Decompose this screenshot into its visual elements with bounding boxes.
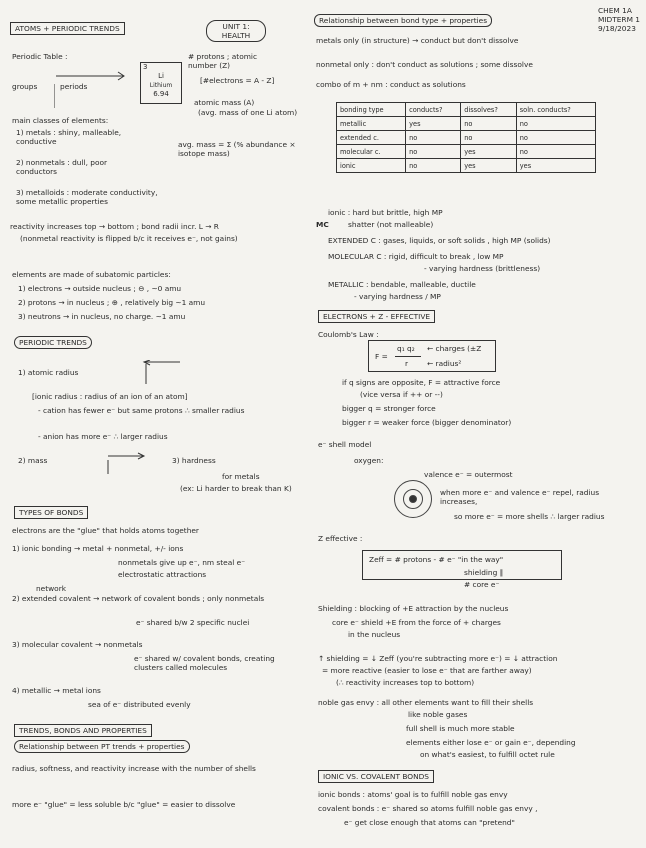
lose-gain-note: elements either lose e⁻ or gain e⁻, depending [406, 738, 576, 747]
glue-note: electrons are the "glue" that holds atoms together [12, 526, 199, 535]
table-header: soln. conducts? [516, 103, 595, 117]
table-row [337, 145, 596, 159]
coulomb-numerator: q₁ q₂ [397, 344, 415, 353]
coulomb-formula-box [368, 340, 496, 372]
shielding-def: Shielding : blocking of +E attraction by the nucleus [318, 604, 509, 613]
table-header: dissolves? [461, 103, 517, 117]
course-name: CHEM 1A [598, 6, 632, 15]
periods-label: periods [60, 82, 88, 91]
reactivity-note: reactivity increases top → bottom ; bond radii incr. L → R [10, 222, 219, 231]
anion-note: - anion has more e⁻ ∴ larger radius [38, 432, 168, 441]
mc-label: MC [316, 220, 329, 229]
radius-trend-arrows [140, 360, 190, 386]
atomic-radius-item: 1) atomic radius [18, 368, 79, 377]
table-header: conducts? [406, 103, 461, 117]
full-shell-note: full shell is much more stable [406, 724, 515, 733]
table-cell: no [516, 117, 595, 131]
table-cell: molecular c. [337, 145, 406, 159]
more-shells-note: so more e⁻ = more shells ∴ larger radius [454, 512, 605, 521]
octet-note: on what's easiest, to fulfill octet rule [420, 750, 555, 759]
shielding-detail: core e⁻ shield +E from the force of + charges [332, 618, 501, 627]
extended-covalent-detail: e⁻ shared b/w 2 specific nuclei [136, 618, 250, 627]
protons-item: 2) protons → in nucleus ; ⊕ , relatively big ~1 amu [18, 298, 206, 307]
metallic-properties-detail: - varying hardness / MP [354, 292, 441, 301]
table-cell: no [461, 117, 517, 131]
core-e-label: # core e⁻ [464, 580, 500, 589]
table-header-row [337, 103, 596, 117]
periodic-table-label: Periodic Table : [12, 52, 68, 61]
element-box [140, 62, 182, 104]
table-row [337, 117, 596, 131]
main-classes: main classes of elements: [12, 116, 109, 125]
table-cell: no [406, 131, 461, 145]
mass-trend-arrows [104, 452, 154, 476]
table-row [337, 159, 596, 173]
ionic-bonding-attraction: electrostatic attractions [118, 570, 207, 579]
combo-note: combo of m + nm : conduct as solutions [316, 80, 466, 89]
z-eff-equation: Zeff = # protons - # e⁻ "in the way" [369, 555, 504, 564]
section-title-types-of-bonds: TYPES OF BONDS [14, 506, 88, 519]
table-row [337, 131, 596, 145]
mass-item: 2) mass [18, 456, 48, 465]
electrons-item: 1) electrons → outside nucleus ; ⊖ , ~0 amu [18, 284, 182, 293]
more-reactive-note: = more reactive (easier to lose e⁻ that are farther away) [322, 666, 532, 675]
coulomb-charges-label: ← charges (±Z [427, 344, 482, 353]
vice-versa-note: (vice versa if ++ or --) [360, 390, 443, 399]
avg-mass-note: (avg. mass of one Li atom) [198, 108, 298, 117]
nonmetals-class: 2) nonmetals : dull, poor conductors [16, 158, 108, 176]
ionic-bonding-detail: nonmetals give up e⁻, nm steal e⁻ [118, 558, 246, 567]
section-title-atoms: ATOMS + PERIODIC TRENDS [10, 22, 125, 35]
more-e-glue-note: more e⁻ "glue" = less soluble b/c "glue" = easier to dissolve [12, 800, 236, 809]
table-cell: extended c. [337, 131, 406, 145]
molecular-properties: MOLECULAR C : rigid, difficult to break , low MP [328, 252, 504, 261]
extended-covalent: 2) extended covalent → network of covalent bonds ; only nonmetals [12, 594, 265, 603]
table-cell: yes [461, 159, 517, 173]
z-effective-label: Z effective : [318, 534, 363, 543]
element-mass: 6.94 [153, 90, 169, 98]
table-cell: no [516, 131, 595, 145]
coulomb-radius-label: ← radius² [427, 359, 462, 368]
section-title-electrons: ELECTRONS + Z - EFFECTIVE [318, 310, 435, 323]
radius-softness-note: radius, softness, and reactivity increase with the number of shells [12, 764, 256, 773]
protons-note: # protons ; atomic number (Z) [188, 52, 258, 70]
if-signs-note: if q signs are opposite, F = attractive force [342, 378, 501, 387]
table-cell: no [406, 145, 461, 159]
section-title-bond-properties: Relationship between bond type + properties [314, 14, 492, 27]
nucleus [409, 495, 417, 503]
left-column [10, 0, 306, 848]
network-label: network [36, 584, 67, 593]
covalent-bonds-detail: e⁻ get close enough that atoms can "pretend" [344, 818, 515, 827]
z-eff-box [362, 550, 562, 580]
metallic-properties: METALLIC : bendable, malleable, ductile [328, 280, 476, 289]
table-cell: yes [406, 117, 461, 131]
valence-note: valence e⁻ = outermost [424, 470, 513, 479]
element-z: 3 [143, 63, 148, 71]
groups-periods-arrows [54, 70, 134, 110]
cation-note: - cation has fewer e⁻ but same protons ∴ smaller radius [38, 406, 245, 415]
subatomic-heading: elements are made of subatomic particles: [12, 270, 171, 279]
coulomb-law: Coulomb's Law : [318, 330, 379, 339]
table-cell: no [516, 145, 595, 159]
table-cell: yes [516, 159, 595, 173]
reactivity-trend-note: (∴ reactivity increases top to bottom) [336, 678, 475, 687]
bond-properties-table [336, 102, 596, 173]
molecular-covalent: 3) molecular covalent → nonmetals [12, 640, 143, 649]
atomic-mass-label: atomic mass (A) [194, 98, 255, 107]
section-title-trends-bonds: TRENDS, BONDS AND PROPERTIES [14, 724, 152, 737]
ionic-bonds-note: ionic bonds : atoms' goal is to fulfill noble gas envy [318, 790, 508, 799]
exam-name: MIDTERM 1 [598, 15, 640, 24]
avg-mass-equation: avg. mass = Σ (% abundance × isotope mass) [178, 140, 296, 158]
metallic-detail: sea of e⁻ distributed evenly [88, 700, 191, 709]
electrons-equation: [#electrons = A - Z] [200, 76, 275, 85]
element-name: Lithium [149, 82, 173, 89]
coulomb-f: F = [375, 352, 388, 361]
metals-class: 1) metals : shiny, malleable, conductive [16, 128, 122, 146]
metallic-bonding: 4) metallic → metal ions [12, 686, 101, 695]
bigger-q-note: bigger q = stronger force [342, 404, 436, 413]
ionic-bonding: 1) ionic bonding → metal + nonmetal, +/- ions [12, 544, 184, 553]
hardness-note: (ex: Li harder to break than K) [180, 484, 292, 493]
ionic-radius-def: [ionic radius : radius of an ion of an atom] [32, 392, 188, 401]
table-cell: no [461, 131, 517, 145]
table-cell: metallic [337, 117, 406, 131]
coulomb-denominator: r [405, 359, 409, 368]
section-title-ionic-vs-covalent: IONIC VS. COVALENT BONDS [318, 770, 434, 783]
molecular-covalent-detail: e⁻ shared w/ covalent bonds, creating clusters called molecules [134, 654, 275, 672]
metalloids-class: 3) metalloids : moderate conductivity, some metallic properties [16, 188, 158, 206]
metals-only-note: metals only (in structure) → conduct but don't dissolve [316, 36, 519, 45]
increase-shielding: ↑ shielding = ↓ Zeff (you're subtracting more e⁻) = ↓ attraction [318, 654, 558, 663]
nonmetal-only-note: nonmetal only : don't conduct as solutions ; some dissolve [316, 60, 533, 69]
table-cell: ionic [337, 159, 406, 173]
noble-gas-detail: like noble gases [408, 710, 468, 719]
bigger-r-note: bigger r = weaker force (bigger denominator) [342, 418, 512, 427]
element-symbol: Li [158, 72, 164, 80]
shell-model-label: e⁻ shell model [318, 440, 372, 449]
ionic-properties-detail: shatter (not malleable) [348, 220, 434, 229]
nonmetal-reactivity-note: (nonmetal reactivity is flipped b/c it receives e⁻, not gains) [20, 234, 238, 243]
extended-properties: EXTENDED C : gases, liquids, or soft solids , high MP (solids) [328, 236, 551, 245]
more-e-shell-note: when more e⁻ and valence e⁻ repel, radius increases, [440, 488, 600, 506]
ionic-properties: ionic : hard but brittle, high MP [328, 208, 443, 217]
covalent-bonds-note: covalent bonds : e⁻ shared so atoms fulfill noble gas envy , [318, 804, 538, 813]
section-title-periodic-trends: PERIODIC TRENDS [14, 336, 92, 349]
right-column [314, 0, 640, 848]
shielding-detail-2: in the nucleus [348, 630, 401, 639]
molecular-properties-detail: - varying hardness (brittleness) [424, 264, 541, 273]
unit-label: UNIT 1: HEALTH [206, 20, 266, 42]
groups-label: groups [12, 82, 38, 91]
table-cell: yes [461, 145, 517, 159]
oxygen-label: oxygen: [354, 456, 384, 465]
neutrons-item: 3) neutrons → in nucleus, no charge. ~1 amu [18, 312, 186, 321]
hardness-item: 3) hardness [172, 456, 216, 465]
table-header: bonding type [337, 103, 406, 117]
for-metals-label: for metals [222, 472, 260, 481]
relationship-title: Relationship between PT trends + properties [14, 740, 190, 753]
exam-date: 9/18/2023 [598, 24, 636, 33]
table-cell: no [406, 159, 461, 173]
noble-gas-envy: noble gas envy : all other elements want to fill their shells [318, 698, 534, 707]
shielding-label: shielding ∥ [464, 568, 504, 577]
